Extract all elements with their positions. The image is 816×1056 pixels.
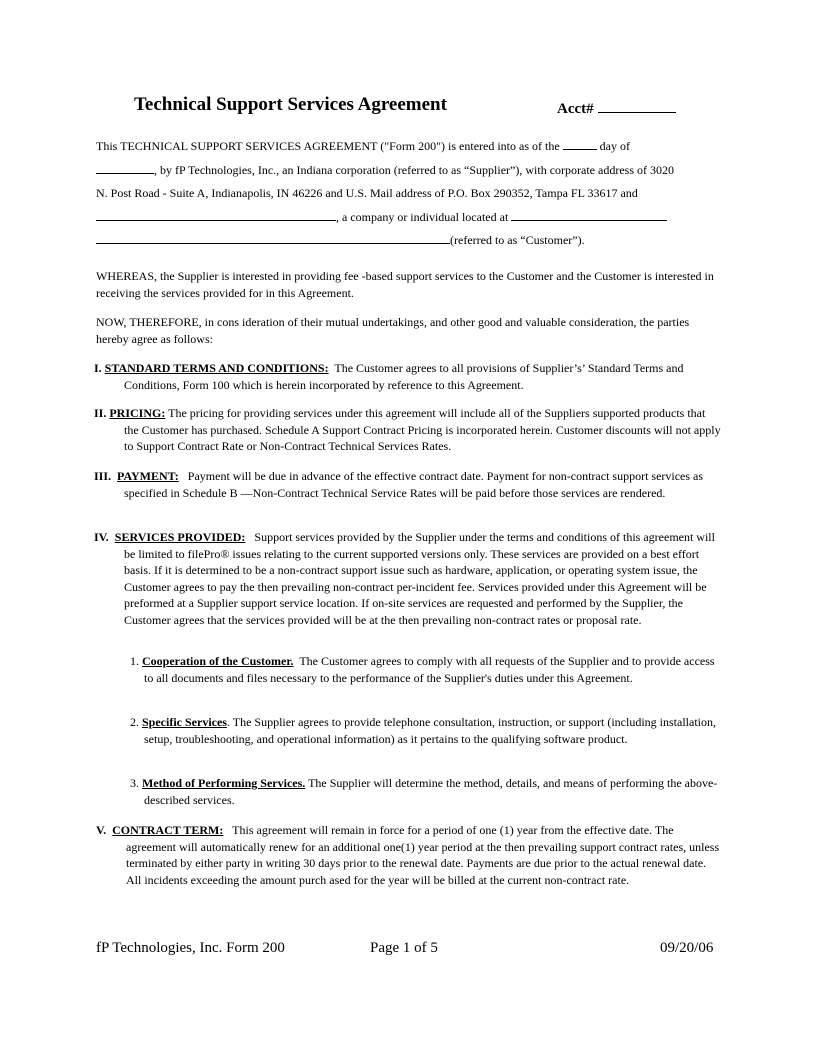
subsection-text: . The Supplier agrees to provide telephone consultation, instruction, or support (including installation, setup, troubleshooting, and operational information) as it pertains to the qualifying software product. bbox=[144, 715, 717, 746]
section-payment bbox=[94, 468, 722, 501]
now-therefore-paragraph: NOW, THEREFORE, in cons ideration of their mutual undertakings, and other good and valuable consideration, the parties hereby agree as follows: bbox=[96, 315, 690, 346]
intro-line-2: , by fP Technologies, Inc., an Indiana corporation (referred to as “Supplier”), with corporate address of 3020 bbox=[154, 162, 674, 177]
section-number: V. bbox=[96, 823, 107, 837]
subsection-number: 2. bbox=[130, 715, 139, 729]
intro-line-3: N. Post Road - Suite A, Indianapolis, IN 46226 and U.S. Mail address of P.O. Box 290352, Tampa FL 33617 and bbox=[96, 186, 638, 200]
location-blank bbox=[511, 208, 667, 221]
company-blank bbox=[96, 208, 336, 221]
footer-company: fP Technologies, Inc. Form 200 bbox=[96, 940, 285, 956]
footer-date: 09/20/06 bbox=[660, 940, 714, 956]
section-heading: CONTRACT TERM: bbox=[112, 823, 224, 837]
subsection-cooperation bbox=[130, 653, 720, 686]
subsection-method bbox=[130, 775, 720, 808]
acct-label: Acct# bbox=[557, 101, 594, 117]
section-heading: SERVICES PROVIDED: bbox=[114, 530, 246, 544]
section-services-provided bbox=[94, 529, 722, 628]
section-pricing bbox=[94, 405, 722, 455]
subsection-heading: Cooperation of the Customer. bbox=[142, 654, 294, 668]
section-number: III. bbox=[94, 469, 112, 483]
section-text: Support services provided by the Supplier under the terms and conditions of this agreement will be limited to filePro® issues relating to the current supported versions only. These services are provided on a best effort basis. If it is determined to be a non-contract support issue such as hardware, application, or operating system issue, the Customer agrees to pay the then prevailing non-contract per-incident fee. Services provided under this Agreement will be preformed at a Supplier support service location. If on-site services are requested and performed by the Supplier, the Customer agrees that the services provided will be at the then prevailing non-contract rates or proposal rate. bbox=[124, 530, 715, 627]
subsection-heading: Specific Services bbox=[142, 715, 227, 729]
intro-line-4: , a company or individual located at bbox=[336, 209, 509, 224]
document-title: Technical Support Services Agreement bbox=[134, 94, 447, 115]
section-text: This agreement will remain in force for a period of one (1) year from the effective date. The agreement will automatically renew for an additional one(1) year period at the then prevailing support contract rates, unless terminated by either party in writing 30 days prior to the renewal date. Payments are due prior to the actual renewal date. All incidents exceeding the amount purch ased for the year will be billed at the current non-contract rate. bbox=[126, 823, 720, 887]
month-blank bbox=[96, 161, 154, 174]
customer-address-blank bbox=[96, 231, 450, 244]
subsection-text: The Supplier will determine the method, details, and means of performing the above-described services. bbox=[144, 776, 718, 807]
subsection-number: 3. bbox=[130, 776, 139, 790]
subsection-number: 1. bbox=[130, 654, 139, 668]
section-text: The pricing for providing services under this agreement will include all of the Suppliers supported products that the Customer has purchased. Schedule A Support Contract Pricing is incorporated herein. Customer discounts will not apply to Support Contract Rate or Non-Contract Technical Services Rates. bbox=[124, 406, 721, 453]
intro-line-1a: This TECHNICAL SUPPORT SERVICES AGREEMENT ("Form 200") is entered into as of the bbox=[96, 139, 560, 153]
section-text: The Customer agrees to all provisions of Supplier’s’ Standard Terms and Conditions, Form 100 which is herein incorporated by reference to this Agreement. bbox=[124, 361, 684, 392]
subsection-specific-services bbox=[130, 714, 720, 747]
whereas-paragraph: WHEREAS, the Supplier is interested in providing fee -based support services to the Customer and the Customer is interested in receiving the services provided for in this Agreement. bbox=[96, 269, 714, 300]
subsection-heading: Method of Performing Services. bbox=[142, 776, 306, 790]
section-heading: PAYMENT: bbox=[117, 469, 179, 483]
section-number: II. bbox=[94, 406, 107, 420]
day-blank bbox=[563, 137, 597, 150]
section-heading: PRICING: bbox=[109, 406, 166, 420]
section-number: I. bbox=[94, 361, 102, 375]
section-standard-terms bbox=[94, 360, 722, 393]
intro-line-1b: day of bbox=[599, 139, 630, 153]
intro-line-5: (referred to as “Customer”). bbox=[450, 233, 585, 247]
section-heading: STANDARD TERMS AND CONDITIONS: bbox=[104, 361, 329, 375]
section-text: Payment will be due in advance of the effective contract date. Payment for non-contract support services as specified in Schedule B —Non-Contract Technical Service Rates will be paid before those services are rendered. bbox=[124, 469, 704, 500]
intro-block bbox=[96, 136, 724, 254]
section-number: IV. bbox=[94, 530, 109, 544]
subsection-text: The Customer agrees to comply with all requests of the Supplier and to provide access to all documents and files necessary to the performance of the Supplier's duties under this Agreement. bbox=[144, 654, 715, 685]
account-number-field bbox=[557, 99, 676, 118]
acct-blank bbox=[598, 99, 676, 113]
footer-page-number: Page 1 of 5 bbox=[370, 940, 438, 956]
section-contract-term bbox=[96, 822, 722, 888]
